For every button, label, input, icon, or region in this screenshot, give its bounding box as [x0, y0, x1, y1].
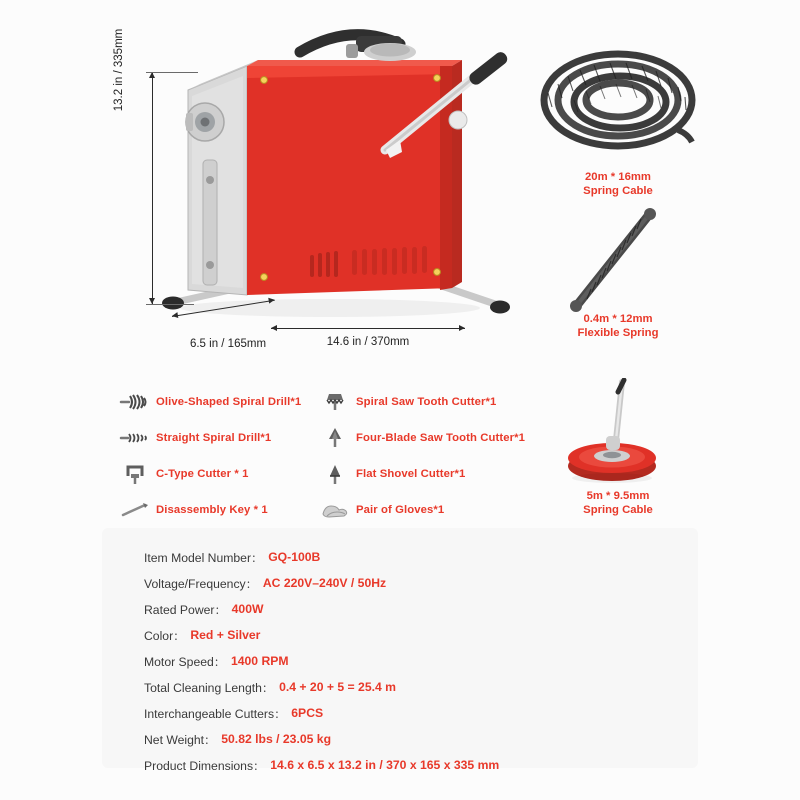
accessory-label: Straight Spiral Drill*1 [156, 432, 272, 444]
spec-row-product-dimensions [102, 752, 698, 778]
spring-cable-20m-caption [528, 170, 708, 198]
spec-key: Product Dimensions： [144, 758, 266, 773]
spiral-saw-tooth-cutter-icon [318, 389, 352, 415]
accessory-row [118, 420, 538, 456]
flat-shovel-cutter-icon [318, 461, 352, 487]
width-dimension-arrow [271, 328, 465, 329]
flexible-spring-name: Flexible Spring [577, 327, 659, 339]
gloves-icon [318, 497, 352, 523]
height-dimension-arrow [152, 72, 153, 304]
spec-value: 6PCS [291, 706, 324, 720]
spec-value: Red + Silver [190, 628, 261, 642]
flexible-spring-caption [528, 312, 708, 340]
spec-key: Motor Speed： [144, 654, 226, 669]
spec-row-color [102, 622, 698, 648]
spring-cable-5m-caption [528, 489, 708, 517]
spec-value: 1400 RPM [230, 654, 289, 668]
spec-row-model [102, 544, 698, 570]
flexible-spring-spec: 0.4m * 12mm [583, 313, 653, 325]
accessory-item [318, 461, 538, 487]
spec-row-cleaning-length [102, 674, 698, 700]
spec-key: Voltage/Frequency： [144, 576, 258, 591]
specification-table [102, 528, 698, 773]
four-blade-saw-tooth-cutter-icon [318, 425, 352, 451]
machine-illustration [0, 0, 540, 365]
spring-cable-5m-image [538, 378, 698, 488]
spec-row-net-weight [102, 726, 698, 752]
accessory-label: Olive-Shaped Spiral Drill*1 [156, 396, 302, 408]
c-type-cutter-icon [118, 461, 152, 487]
height-tick-bottom [146, 304, 194, 305]
straight-spiral-drill-icon [118, 425, 152, 451]
drain-cleaner-machine-graphic [0, 0, 540, 365]
accessory-item [318, 497, 538, 523]
spec-row-voltage [102, 570, 698, 596]
spec-value: 50.82 lbs / 23.05 kg [221, 732, 332, 746]
height-dimension-label: 13.2 in / 335mm [113, 28, 125, 112]
flexible-spring-image [540, 208, 690, 316]
accessory-label: Flat Shovel Cutter*1 [356, 468, 466, 480]
accessory-row [118, 384, 538, 420]
accessory-item [118, 425, 318, 451]
spec-key: Color： [144, 628, 186, 643]
spec-value: GQ-100B [268, 550, 321, 564]
spec-value: 14.6 x 6.5 x 13.2 in / 370 x 165 x 335 mm [270, 758, 500, 772]
accessory-label: C-Type Cutter * 1 [156, 468, 249, 480]
accessory-label: Pair of Gloves*1 [356, 504, 445, 516]
width-dimension-label: 14.6 in / 370mm [326, 336, 410, 348]
spec-row-cutters [102, 700, 698, 726]
spec-key: Item Model Number： [144, 550, 264, 565]
accessory-item [118, 389, 318, 415]
height-tick-top [146, 72, 198, 73]
accessory-label: Four-Blade Saw Tooth Cutter*1 [356, 432, 526, 444]
spec-key: Interchangeable Cutters： [144, 706, 287, 721]
accessory-label: Disassembly Key * 1 [156, 504, 268, 516]
olive-spiral-drill-icon [118, 389, 152, 415]
spec-value: 0.4 + 20 + 5 = 25.4 m [279, 680, 396, 694]
spec-key: Total Cleaning Length： [144, 680, 275, 695]
spring-cable-5m-spec: 5m * 9.5mm [586, 490, 650, 502]
accessory-item [118, 497, 318, 523]
accessory-item [318, 389, 538, 415]
spring-cable-20m-image [528, 38, 708, 168]
spec-key: Rated Power： [144, 602, 227, 617]
accessory-row [118, 492, 538, 528]
accessory-list [118, 384, 538, 528]
accessory-item [118, 461, 318, 487]
spring-cable-20m-name: Spring Cable [583, 185, 653, 197]
spec-value: AC 220V–240V / 50Hz [262, 576, 387, 590]
spec-value: 400W [231, 602, 264, 616]
disassembly-key-icon [118, 497, 152, 523]
spec-row-power [102, 596, 698, 622]
spec-row-motor-speed [102, 648, 698, 674]
accessory-row [118, 456, 538, 492]
spec-key: Net Weight： [144, 732, 217, 747]
accessory-item [318, 425, 538, 451]
spring-cable-5m-name: Spring Cable [583, 504, 653, 516]
spring-cable-20m-spec: 20m * 16mm [585, 171, 651, 183]
accessory-label: Spiral Saw Tooth Cutter*1 [356, 396, 497, 408]
depth-dimension-label: 6.5 in / 165mm [189, 338, 267, 350]
